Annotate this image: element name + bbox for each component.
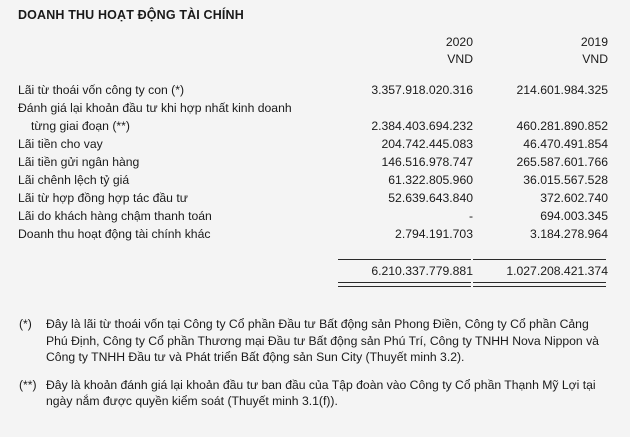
total-bottom-rule-prior [473,282,608,288]
header-spacer-row [18,68,608,81]
table-row [18,135,608,153]
header-label-blank [18,34,338,51]
footnote-text: Đây là khoản đánh giá lại khoản đầu tư ban đầu của Tập đoàn vào Công ty Cổ phần Thạnh Mỹ Lợi tại ngày nắm được quyền kiểm soát (Thuyết minh 3.1(f)). [46,377,596,408]
row-label: Lãi do khách hàng chậm thanh toán [18,209,212,223]
row-value-current: 61.322.805.960 [388,173,473,187]
row-label: Đánh giá lại khoản đầu tư khi hợp nhất kinh doanh [18,101,292,115]
footnote-marker: (*) [19,317,32,331]
footnote-text: Đây là lãi từ thoái vốn tại Công ty Cổ phần Đầu tư Bất động sản Phong Điền, Công ty Cổ phần Cảng Phú Định, Công ty Cổ phần Thương mại Đầu tư Bất động sản Phú Trí, Công ty TNHH Nova Nippon và Công ty TNHH Đầu tư và Phát triển Bất động sản Sun City (Thuyết minh 3.2). [46,317,599,364]
row-label: Lãi từ thoái vốn công ty con (*) [18,83,185,97]
footnote-item [19,316,611,366]
row-value-prior: 265.587.601.766 [516,155,608,169]
header-currency-current: VND [447,52,473,66]
total-gap-row [18,243,608,259]
row-value-prior: 46.470.491.854 [523,137,608,151]
total-bottom-rule-current [338,282,473,288]
table-row [18,225,608,243]
footnote-item [19,377,611,410]
total-label-blank [18,260,338,282]
row-value-current: - [468,209,473,223]
table-row [18,171,608,189]
financial-income-table [18,34,608,288]
total-value-prior: 1.027.208.421.374 [506,264,608,278]
table-row [18,189,608,207]
row-value-current: 2.384.403.694.232 [371,119,473,133]
row-value-prior: 214.601.984.325 [516,83,608,97]
row-label: Lãi tiền gửi ngân hàng [18,155,140,169]
row-value-prior: 460.281.890.852 [516,119,608,133]
total-bottom-rule-row [18,282,608,288]
row-value-prior: 372.602.740 [540,191,608,205]
row-value-current: 3.357.918.020.316 [371,83,473,97]
row-label: Lãi từ hợp đồng hợp tác đầu tư [18,191,188,205]
row-label: Doanh thu hoạt động tài chính khác [18,227,211,241]
row-label: Lãi chênh lệch tỷ giá [18,173,130,187]
row-value-prior-blank [473,99,608,117]
footnotes-section [19,316,611,421]
row-label: Lãi tiền cho vay [18,137,103,151]
row-value-current-blank [338,99,473,117]
table-row [18,99,608,117]
row-label-continuation: từng giai đoạn (**) [31,119,130,133]
header-currency-prior: VND [582,52,608,66]
page-title: DOANH THU HOẠT ĐỘNG TÀI CHÍNH [18,8,244,22]
table-row-continuation [18,117,608,135]
row-value-current: 204.742.445.083 [381,137,473,151]
row-value-current: 2.794.191.703 [395,227,473,241]
table-row [18,207,608,225]
header-year-prior: 2019 [580,35,608,49]
row-value-prior: 694.003.345 [540,209,608,223]
table-row [18,81,608,99]
table-row [18,153,608,171]
footnote-marker: (**) [19,377,37,392]
row-value-current: 52.639.643.840 [388,191,473,205]
table-header-year-row [18,34,608,51]
total-row [18,260,608,282]
row-value-prior: 3.184.278.964 [530,227,608,241]
row-value-current: 146.516.978.747 [381,155,473,169]
header-currency-blank [18,51,338,68]
total-value-current: 6.210.337.779.881 [371,264,473,278]
table-header-currency-row [18,51,608,68]
header-year-current: 2020 [445,35,473,49]
row-value-prior: 36.015.567.528 [523,173,608,187]
